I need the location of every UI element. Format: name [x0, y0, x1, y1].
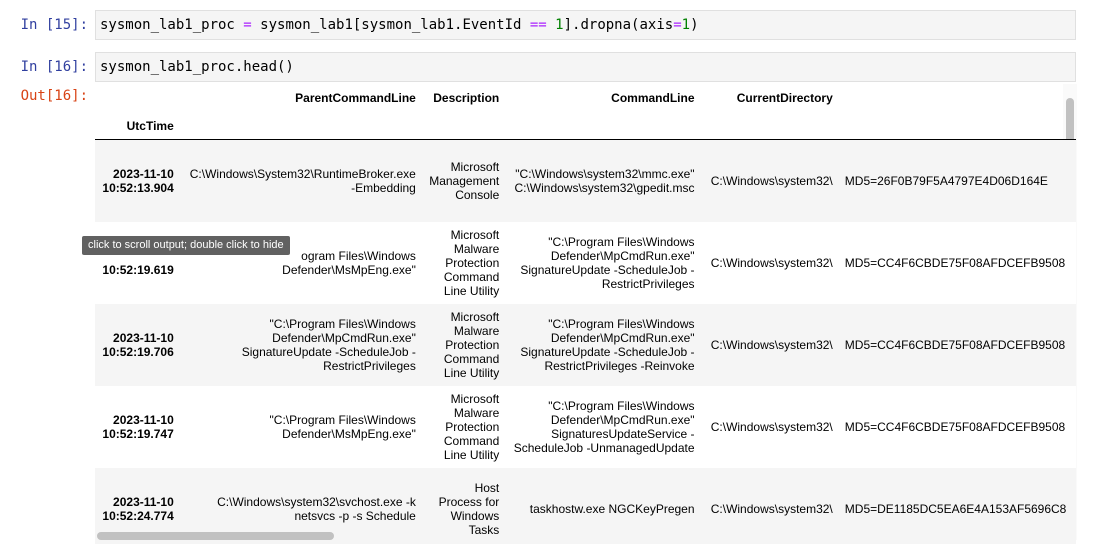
- cell-commandline: [505, 468, 700, 545]
- cell-line: 10:52:19.747: [102, 426, 174, 441]
- input-prompt-16: In [16]:: [20, 59, 88, 75]
- column-header: [839, 84, 1076, 112]
- cell-line: RestrictPrivileges: [323, 358, 416, 373]
- code-token: 1: [681, 17, 691, 33]
- cell-line: Protection: [445, 255, 500, 270]
- column-header-row: [95, 84, 1076, 112]
- cell-line: RestrictPrivileges: [601, 276, 695, 291]
- cell-line: Malware: [453, 241, 500, 256]
- cell-description: [422, 140, 505, 222]
- cell-line: Console: [455, 187, 500, 202]
- cell-line: Command: [443, 269, 500, 284]
- cell-line: Microsoft: [450, 309, 500, 324]
- table-row: [95, 304, 1076, 386]
- cell-parentcommandline: [180, 304, 422, 386]
- output-area[interactable]: [95, 84, 1076, 544]
- dataframe-table: [95, 84, 1076, 544]
- cell-line: C:\Windows\system32\gpedit.msc: [514, 180, 695, 195]
- cell-hashes: MD5=DE1185DC5EA6E4A153AF5696C8: [844, 501, 1067, 516]
- code-token: ].dropna(axis: [563, 17, 674, 33]
- row-index: [95, 304, 180, 386]
- cell-line: netsvcs -p -s Schedule: [294, 508, 416, 523]
- cell-line: Defender\MsMpEng.exe": [282, 426, 416, 441]
- cell-currentdirectory: C:\Windows\system32\: [710, 173, 833, 188]
- header-spacer: [95, 84, 180, 112]
- cell-line: taskhostw.exe NGCKeyPregen: [529, 501, 695, 516]
- column-header: Description: [433, 91, 500, 105]
- output-prompt-16: Out[16]:: [20, 88, 88, 104]
- table-row: [95, 140, 1076, 222]
- cell-line: 10:52:13.904: [102, 180, 174, 195]
- cell-line: ScheduleJob -UnmanagedUpdate: [513, 440, 695, 455]
- cell-line: Malware: [453, 323, 500, 338]
- code-token: 1: [555, 17, 564, 33]
- cell-line: Defender\MsMpEng.exe": [282, 262, 416, 277]
- cell-line: Command: [443, 433, 500, 448]
- cell-currentdirectory: C:\Windows\system32\: [710, 501, 833, 516]
- input-prompt-15: In [15]:: [20, 17, 88, 33]
- cell-description: [422, 386, 505, 468]
- cell-line: 2023-11-10: [113, 166, 174, 181]
- cell-line: Protection: [445, 337, 500, 352]
- cell-line: "C:\Program Files\Windows: [548, 398, 695, 413]
- cell-line: 10:52:19.706: [102, 344, 174, 359]
- cell-line: SignatureUpdate -ScheduleJob -: [241, 344, 416, 359]
- cell-line: Microsoft: [450, 227, 500, 242]
- cell-line: Command: [443, 351, 500, 366]
- code-token: =: [234, 17, 261, 33]
- cell-currentdirectory: C:\Windows\system32\: [710, 255, 833, 270]
- column-header: CurrentDirectory: [736, 91, 833, 105]
- scroll-tooltip: click to scroll output; double click to hide: [82, 236, 290, 255]
- cell-description: [422, 222, 505, 304]
- cell-line: 10:52:19.619: [102, 262, 174, 277]
- cell-hashes: MD5=CC4F6CBDE75F08AFDCEFB9508: [844, 419, 1066, 434]
- cell-currentdirectory: C:\Windows\system32\: [710, 419, 833, 434]
- cell-parentcommandline: [180, 140, 422, 222]
- cell-line: C:\Windows\system32\svchost.exe -k: [217, 494, 416, 509]
- cell-parentcommandline: [180, 386, 422, 468]
- code-token: sysmon_lab1[sysmon_lab1.EventId: [260, 17, 530, 33]
- cell-line: Microsoft: [450, 159, 500, 174]
- cell-line: "C:\Program Files\Windows: [269, 316, 416, 331]
- cell-parentcommandline: [180, 222, 422, 304]
- cell-line: "C:\Windows\system32\mmc.exe": [515, 166, 695, 181]
- code-token: =: [673, 17, 682, 33]
- code-text: sysmon_lab1_proc.head(): [100, 59, 294, 75]
- cell-line: Malware: [453, 405, 500, 420]
- code-token: sysmon_lab1_proc: [100, 17, 235, 33]
- horizontal-scrollbar[interactable]: [97, 532, 334, 540]
- cell-line: ogram Files\Windows: [301, 248, 416, 263]
- cell-line: C:\Windows\System32\RuntimeBroker.exe: [189, 166, 416, 181]
- column-header: CommandLine: [611, 91, 695, 105]
- cell-description: [422, 304, 505, 386]
- cell-line: "C:\Program Files\Windows: [269, 412, 416, 427]
- cell-commandline: [505, 140, 700, 222]
- cell-line: SignatureUpdate -ScheduleJob -: [520, 262, 695, 277]
- cell-currentdirectory: C:\Windows\system32\: [710, 337, 833, 352]
- row-index: [95, 140, 180, 222]
- table-row: [95, 222, 1076, 304]
- cell-description: [422, 468, 505, 545]
- cell-line: Host: [474, 480, 500, 495]
- cell-commandline: [505, 222, 700, 304]
- cell-line: Defender\MpCmdRun.exe": [272, 330, 416, 345]
- cell-commandline: [505, 304, 700, 386]
- table-row: [95, 386, 1076, 468]
- cell-line: SignatureUpdate -ScheduleJob -: [520, 344, 695, 359]
- row-index: [95, 222, 180, 304]
- index-header-row: [95, 112, 1076, 140]
- cell-line: "C:\Program Files\Windows: [548, 316, 695, 331]
- cell-line: 2023-11-10: [113, 330, 174, 345]
- cell-line: Process for: [438, 494, 500, 509]
- cell-line: Protection: [445, 419, 500, 434]
- cell-line: 2023-11-10: [113, 412, 174, 427]
- cell-line: Line Utility: [443, 447, 500, 462]
- cell-hashes: MD5=26F0B79F5A4797E4D06D164E: [844, 173, 1048, 188]
- cell-line: Management: [429, 173, 500, 188]
- cell-line: Line Utility: [443, 283, 500, 298]
- cell-line: RestrictPrivileges -Reinvoke: [544, 358, 695, 373]
- column-header: ParentCommandLine: [295, 91, 416, 105]
- cell-commandline: [505, 386, 700, 468]
- cell-line: Defender\MpCmdRun.exe": [550, 330, 695, 345]
- cell-line: 10:52:24.774: [102, 508, 174, 523]
- cell-line: "C:\Program Files\Windows: [548, 234, 695, 249]
- cell-hashes: MD5=CC4F6CBDE75F08AFDCEFB9508: [844, 337, 1066, 352]
- cell-line: Defender\MpCmdRun.exe": [550, 248, 695, 263]
- cell-line: SignaturesUpdateService -: [551, 426, 695, 441]
- cell-line: Tasks: [468, 522, 500, 537]
- index-header: UtcTime: [126, 118, 174, 133]
- code-cell-16[interactable]: [95, 52, 1076, 82]
- row-index: [95, 386, 180, 468]
- cell-line: Microsoft: [450, 391, 500, 406]
- cell-line: -Embedding: [351, 180, 416, 195]
- cell-hashes: MD5=CC4F6CBDE75F08AFDCEFB9508: [844, 255, 1066, 270]
- cell-line: Defender\MpCmdRun.exe": [550, 412, 695, 427]
- code-token: ): [690, 17, 699, 33]
- code-token: ==: [529, 17, 547, 33]
- code-cell-15[interactable]: [95, 10, 1076, 40]
- cell-line: 2023-11-10: [113, 494, 174, 509]
- cell-line: Line Utility: [443, 365, 500, 380]
- cell-line: Windows: [450, 508, 500, 523]
- code-token: [547, 17, 555, 33]
